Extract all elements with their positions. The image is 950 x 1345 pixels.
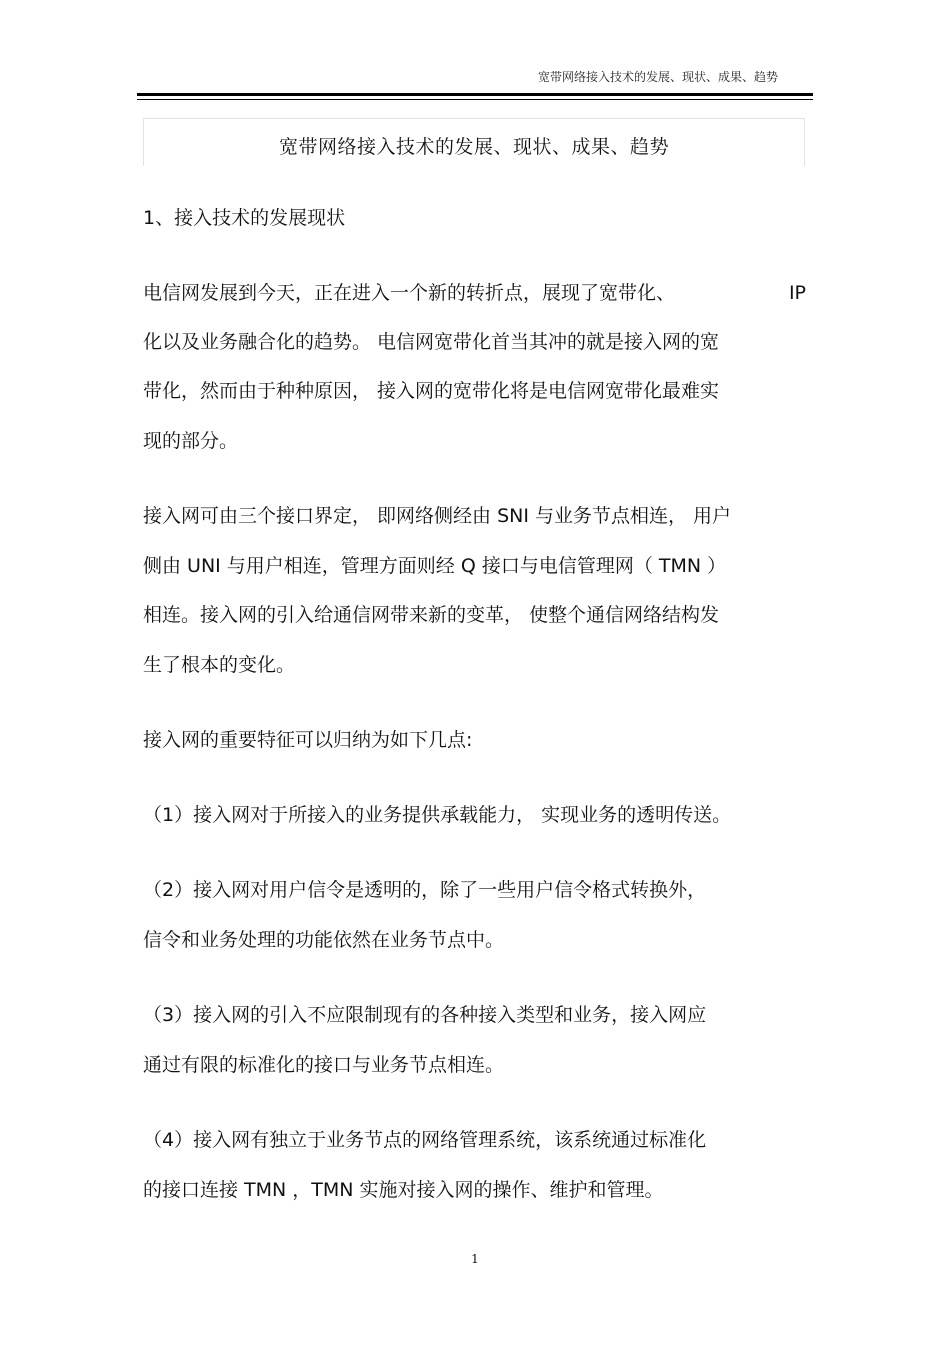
- header-rule-thick: [137, 93, 813, 96]
- features-intro: 接入网的重要特征可以归纳为如下几点:: [143, 729, 473, 751]
- feature-4-line-1: （4）接入网有独立于业务节点的网络管理系统，该系统通过标准化: [143, 1129, 707, 1151]
- paragraph-2-line-1: 接入网可由三个接口界定， 即网络侧经由 SNI 与业务节点相连， 用户: [143, 505, 732, 527]
- feature-4-line-2: 的接口连接 TMN ，TMN 实施对接入网的操作、维护和管理。: [143, 1179, 664, 1201]
- feature-3-line-2: 通过有限的标准化的接口与业务节点相连。: [143, 1054, 505, 1076]
- feature-3-line-1: （3）接入网的引入不应限制现有的各种接入类型和业务，接入网应: [143, 1004, 707, 1026]
- header-rule-thin: [137, 99, 813, 100]
- feature-1: （1）接入网对于所接入的业务提供承载能力， 实现业务的透明传送。: [143, 804, 732, 826]
- feature-2-line-2: 信令和业务处理的功能依然在业务节点中。: [143, 929, 505, 951]
- paragraph-1-line-1: 电信网发展到今天，正在进入一个新的转折点，展现了宽带化、: [143, 282, 676, 304]
- paragraph-1-line-3: 带化，然而由于种种原因， 接入网的宽带化将是电信网宽带化最难实: [143, 380, 720, 402]
- paragraph-2-line-4: 生了根本的变化。: [143, 654, 296, 676]
- paragraph-1-line-4: 现的部分。: [143, 430, 239, 452]
- title-box: [143, 118, 805, 166]
- paragraph-2-line-2: 侧由 UNI 与用户相连，管理方面则经 Q 接口与电信管理网（ TMN ）: [143, 555, 727, 577]
- page-number: 1: [471, 1252, 479, 1266]
- section-heading: 1、接入技术的发展现状: [143, 207, 346, 229]
- paragraph-1-line-2: 化以及业务融合化的趋势。 电信网宽带化首当其冲的就是接入网的宽: [143, 331, 720, 353]
- document-title: 宽带网络接入技术的发展、现状、成果、趋势: [278, 136, 669, 158]
- paragraph-2-line-3: 相连。接入网的引入给通信网带来新的变革， 使整个通信网络结构发: [143, 604, 720, 626]
- paragraph-1-line-1-tail: IP: [788, 282, 806, 304]
- feature-2-line-1: （2）接入网对用户信令是透明的，除了一些用户信令格式转换外，: [143, 879, 707, 901]
- running-header: 宽带网络接入技术的发展、现状、成果、趋势: [537, 70, 778, 84]
